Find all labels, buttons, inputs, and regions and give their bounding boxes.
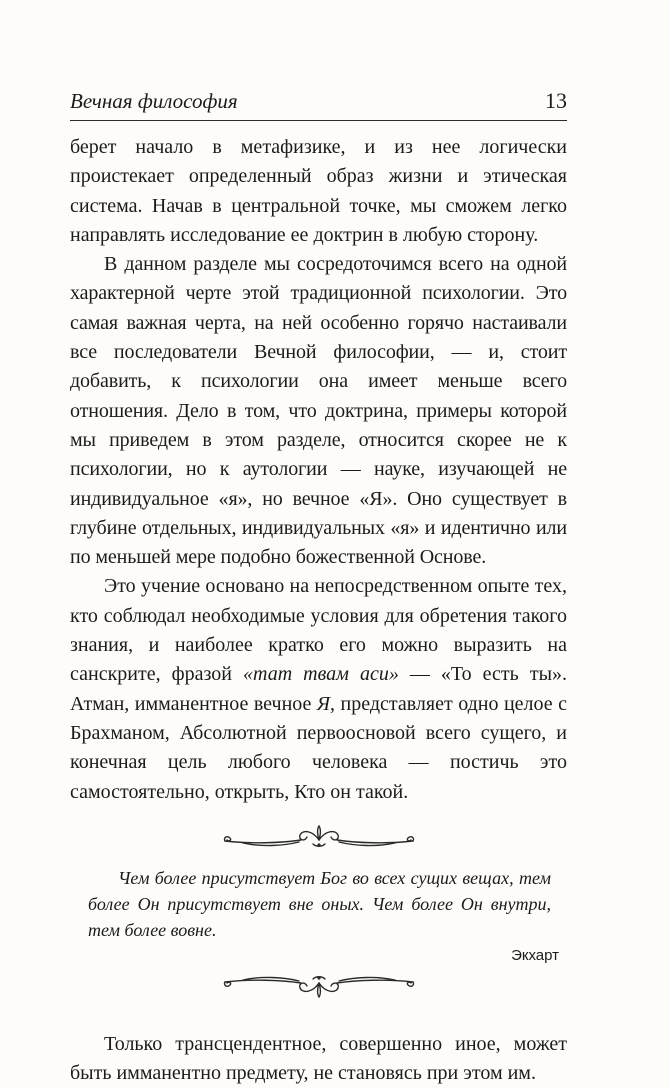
paragraph-3 bbox=[70, 572, 567, 806]
paragraph-3-part-3: , представляет одно целое с Брахманом, Абсолютной первоосновой всего сущего, и конечная цель любого человека — постичь это самостоятельно, открыть, Кто он такой. bbox=[70, 692, 567, 803]
sanskrit-phrase: «тат твам аси» bbox=[243, 663, 399, 686]
flourish-divider-bottom bbox=[70, 970, 567, 1000]
running-header bbox=[70, 88, 567, 121]
paragraph-3-part-2: — «То есть ты». Атман, имманентное вечное bbox=[70, 663, 568, 715]
paragraph-3-part-1: Это учение основано на непосредственном опыте тех, кто соблюдал необходимые условия для обретения такого знания, и наиболее кратко его можно выразить на санскрите, фразой bbox=[70, 575, 567, 686]
running-title: Вечная философия bbox=[70, 89, 238, 113]
closing-paragraph: Только трансцендентное, совершенно иное, может быть имманентно предмету, не становясь при этом им. bbox=[70, 1032, 567, 1085]
flourish-divider-top bbox=[70, 823, 567, 853]
epigraph-author: Экхарт bbox=[511, 946, 559, 964]
self-italic: Я bbox=[316, 692, 331, 715]
paragraph-2: В данном разделе мы сосредоточимся всего на одной характерной черте этой традиционной психологии. Это самая важная черта, на ней особенно горячо настаивали все последователи Вечной философии, — и, стоит добавить, к психологии она имеет меньше всего отношения. Дело в том, что доктрина, примеры которой мы приведем в этом разделе, относится скорее не к психологии, но к аутологии — науке, изучающей не индивидуальное «я», но вечное «Я». Оно существует в глубине отдельных, индивидуальных «я» и идентично или по меньшей мере подобно божественной Основе. bbox=[70, 253, 567, 569]
closing-text bbox=[70, 1030, 567, 1088]
paragraph-1: берет начало в метафизике, и из нее логически проистекает определенный образ жизни и этическая система. Начав в центральной точке, мы сможем легко направлять исследование ее доктрин в любую сторону. bbox=[70, 136, 567, 246]
flourish-ornament-icon bbox=[221, 970, 417, 1000]
book-page bbox=[70, 88, 568, 1085]
body-text bbox=[70, 133, 567, 807]
flourish-ornament-icon bbox=[221, 823, 417, 853]
page-number: 13 bbox=[545, 88, 567, 113]
epigraph-quote: Чем более присутствует Бог во всех сущих вещах, тем более Он присутствует вне оных. Чем более Он внутри, тем более вовне. bbox=[88, 867, 551, 940]
